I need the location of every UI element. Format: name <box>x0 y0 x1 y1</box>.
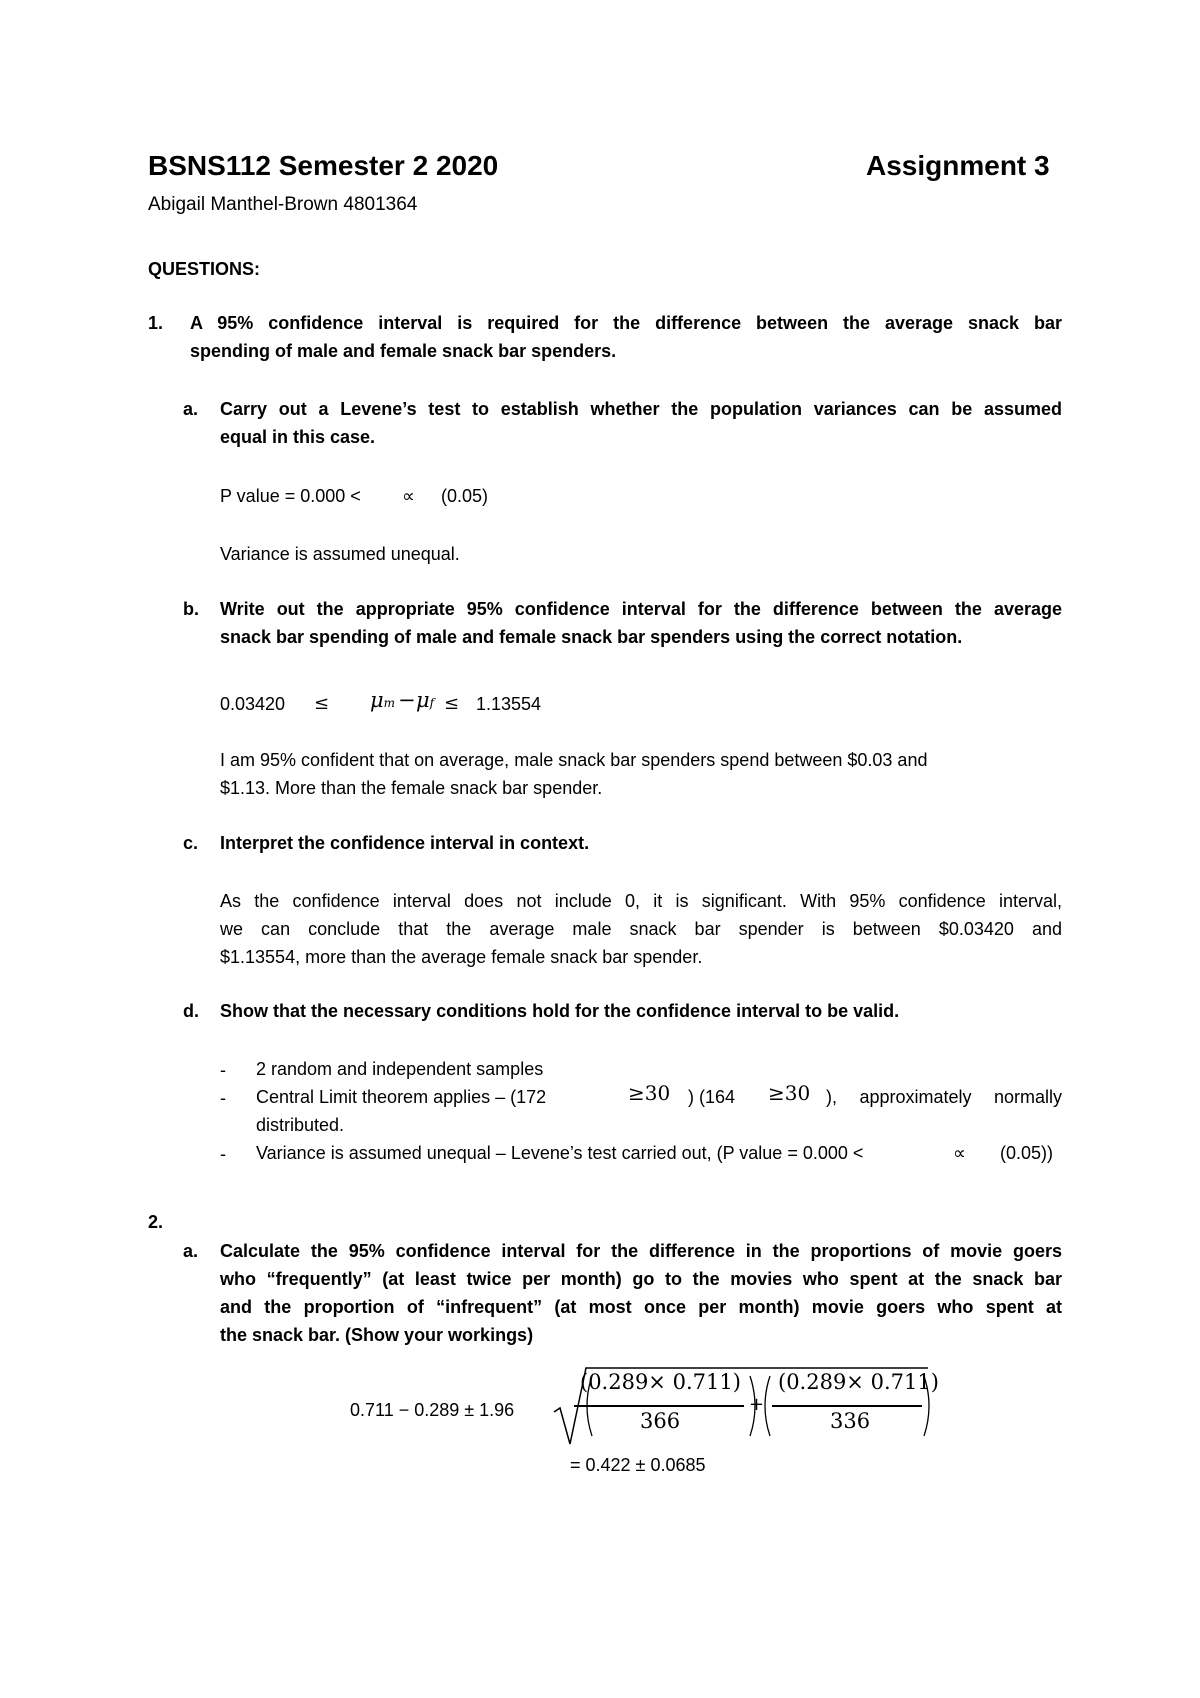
q1b-question-line1: Write out the appropriate 95% confidence interval for the difference between the average <box>220 599 1062 619</box>
formula-result: = 0.422 ± 0.0685 <box>570 1455 706 1475</box>
ci-upper-bound: 1.13554 <box>476 694 542 714</box>
q1c-answer-line1: As the confidence interval does not include 0, it is significant. With 95% confidence interval, <box>220 891 1062 911</box>
q2a-question-line1: Calculate the 95% confidence interval for the difference in the proportions of movie goers <box>220 1241 1062 1261</box>
plus-symbol: + <box>749 1394 765 1415</box>
q2a-question-line3: and the proportion of “infrequent” (at most once per month) movie goers who spent at <box>220 1297 1062 1317</box>
fraction-1-numerator: (0.289× 0.711) <box>580 1370 741 1394</box>
q1a-variance-answer: Variance is assumed unequal. <box>220 544 460 564</box>
mu-m: μ <box>370 688 384 712</box>
alpha-symbol: ∝ <box>402 486 415 506</box>
leq-symbol-2: ≤ <box>444 693 460 714</box>
q1c-question: Interpret the confidence interval in context. <box>220 833 590 853</box>
q1d-bullet2-part1: Central Limit theorem applies – (172 <box>256 1087 547 1107</box>
q2a-question-line4: the snack bar. (Show your workings) <box>220 1325 534 1345</box>
fraction-2-bar <box>772 1405 922 1407</box>
q1c-label: c. <box>183 833 199 853</box>
leq-symbol: ≤ <box>314 693 330 714</box>
mu-f-symbol <box>416 688 434 712</box>
mu-m-symbol <box>370 688 395 712</box>
q1b-question-line2: snack bar spending of male and female snack bar spenders using the correct notation. <box>220 627 963 647</box>
fraction-1-denominator: 366 <box>640 1409 681 1433</box>
question-1-text-line1: A 95% confidence interval is required for the difference between the average snack bar <box>190 313 1062 333</box>
q1d-bullet2-geq1: ≥30 <box>628 1081 671 1105</box>
question-1-number: 1. <box>148 313 164 333</box>
fraction-1-bar <box>574 1405 744 1407</box>
q1d-label: d. <box>183 1001 199 1021</box>
q1b-label: b. <box>183 599 199 619</box>
question-1-text-line2: spending of male and female snack bar spenders. <box>190 341 617 361</box>
fraction-2-numerator: (0.289× 0.711) <box>778 1370 939 1394</box>
q1b-interpretation-line1: I am 95% confident that on average, male snack bar spenders spend between $0.03 and <box>220 750 928 770</box>
course-title: BSNS112 Semester 2 2020 <box>148 150 499 181</box>
subscript-f: f <box>429 696 435 710</box>
question-2-number: 2. <box>148 1212 164 1232</box>
alpha-symbol: ∝ <box>953 1143 966 1163</box>
q1a-pvalue: P value = 0.000 < <box>220 486 361 506</box>
q1a-question-line1: Carry out a Levene’s test to establish whether the population variances can be assumed <box>220 399 1062 419</box>
q1d-bullet2-part2: ) (164 <box>688 1087 736 1107</box>
bullet-dash: - <box>220 1060 226 1080</box>
q1d-bullet2-part3: ), approximately normally <box>826 1087 1062 1107</box>
questions-heading: QUESTIONS: <box>148 259 261 279</box>
bullet-dash: - <box>220 1088 226 1108</box>
minus-symbol: − <box>398 688 416 712</box>
q1a-alpha-value: (0.05) <box>441 486 489 506</box>
q2a-question-line2: who “frequently” (at least twice per month) go to the movies who spent at the snack bar <box>220 1269 1062 1289</box>
q2a-label: a. <box>183 1241 199 1261</box>
q1a-question-line2: equal in this case. <box>220 427 376 447</box>
q1b-interpretation-line2: $1.13. More than the female snack bar spender. <box>220 778 603 798</box>
q1d-bullet3-part1: Variance is assumed unequal – Levene’s test carried out, (P value = 0.000 < <box>256 1143 864 1163</box>
q1c-answer-line3: $1.13554, more than the average female snack bar spender. <box>220 947 703 967</box>
q1a-label: a. <box>183 399 199 419</box>
q1c-answer-line2: we can conclude that the average male snack bar spender is between $0.03420 and <box>220 919 1062 939</box>
q1d-bullet2-geq2: ≥30 <box>768 1081 811 1105</box>
subscript-m: m <box>383 696 396 710</box>
q1d-bullet2-line2: distributed. <box>256 1115 345 1135</box>
q1d-question: Show that the necessary conditions hold for the confidence interval to be valid. <box>220 1001 900 1021</box>
formula-lhs: 0.711 − 0.289 ± 1.96 <box>350 1400 515 1420</box>
bullet-dash: - <box>220 1144 226 1164</box>
fraction-2-denominator: 336 <box>830 1409 871 1433</box>
ci-lower-bound: 0.03420 <box>220 694 286 714</box>
q1d-bullet1: 2 random and independent samples <box>256 1059 544 1079</box>
q1d-bullet3-part2: (0.05)) <box>1000 1143 1054 1163</box>
assignment-title: Assignment 3 <box>866 150 1050 181</box>
author-line: Abigail Manthel-Brown 4801364 <box>148 194 418 215</box>
mu-f: μ <box>416 688 430 712</box>
